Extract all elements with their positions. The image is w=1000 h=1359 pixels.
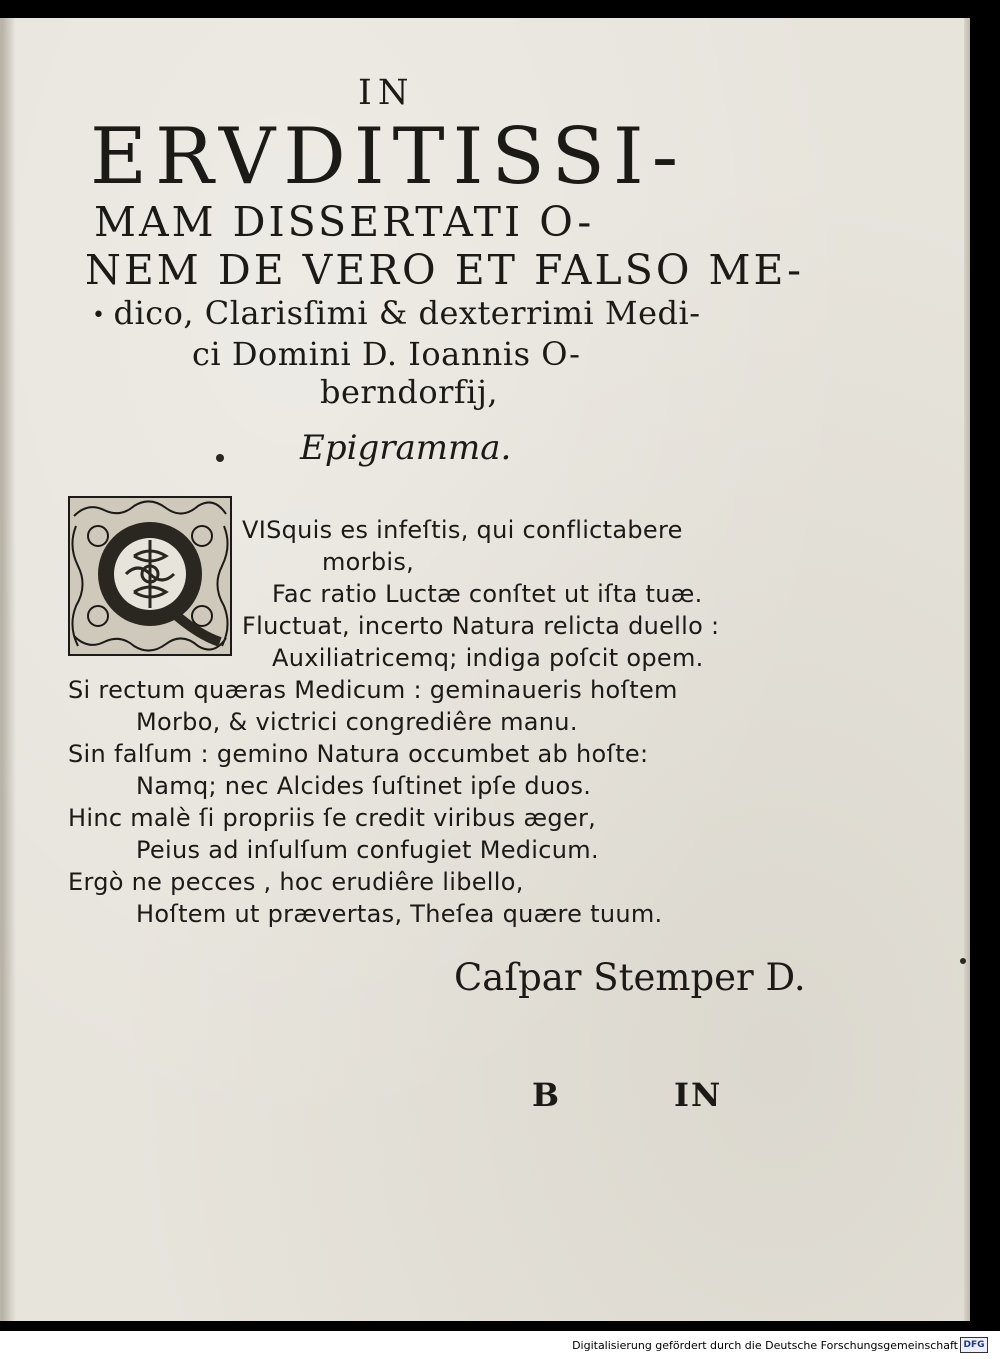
poem-line-6: Si rectum quæras Medicum : geminaueris hoſtem [68, 676, 678, 704]
poem-line-13: Hoſtem ut prævertas, Theſea quære tuum. [136, 900, 663, 928]
poem-line-9: Namq; nec Alcides ſuſtinet ipſe duos. [136, 772, 592, 800]
book-page [0, 18, 970, 1321]
title-line-2: MAM DISSERTATI O- [94, 198, 595, 246]
epigram-heading: Epigramma. [300, 428, 512, 468]
poem-line-1: VISquis es infeſtis, qui conflictabere [242, 516, 683, 544]
title-line-4: • dico, Clarisſimi & dexterrimi Medi- [92, 294, 701, 332]
ornamental-drop-cap [68, 496, 232, 656]
poem-line-3: Fac ratio Luctæ conſtet ut iſta tuæ. [272, 580, 703, 608]
title-line-in: IN [358, 73, 415, 113]
poem-line-8: Sin falſum : gemino Natura occumbet ab hoſte: [68, 740, 649, 768]
ink-speck [216, 454, 224, 462]
dfg-logo-icon: DFG [960, 1337, 988, 1353]
poem-line-2: morbis, [322, 548, 415, 576]
page-spine-shadow [2, 18, 16, 1321]
footer-bar [0, 1331, 1000, 1359]
page-edge [964, 18, 970, 1321]
signature: Caſpar Stemper D. [454, 956, 806, 999]
title-line-5: ci Domini D. Ioannis O- [192, 335, 581, 373]
catchword: IN [674, 1076, 723, 1114]
poem-line-5: Auxiliatricemq; indiga poſcit opem. [272, 644, 704, 672]
footer-credit: Digitalisierung gefördert durch die Deutsche Forschungsgemeinschaft [572, 1339, 958, 1352]
poem-line-4: Fluctuat, incerto Natura relicta duello : [242, 612, 720, 640]
title-line-big: ERVDITISSI- [90, 112, 687, 202]
title-line-3: NEM DE VERO ET FALSO ME- [85, 246, 804, 294]
title-line-4-text: dico, Clarisſimi & dexterrimi Medi- [113, 294, 701, 332]
poem-line-7: Morbo, & victrici congrediêre manu. [136, 708, 578, 736]
poem-line-12: Ergò ne pecces , hoc erudiêre libello, [68, 868, 524, 896]
poem-line-11: Peius ad inſulſum confugiet Medicum. [136, 836, 599, 864]
title-line-6: berndorfij, [320, 373, 499, 411]
ink-speck [960, 958, 966, 964]
poem-line-10: Hinc malè ſi propriis ſe credit viribus æger, [68, 804, 597, 832]
signature-mark: B [532, 1076, 560, 1114]
